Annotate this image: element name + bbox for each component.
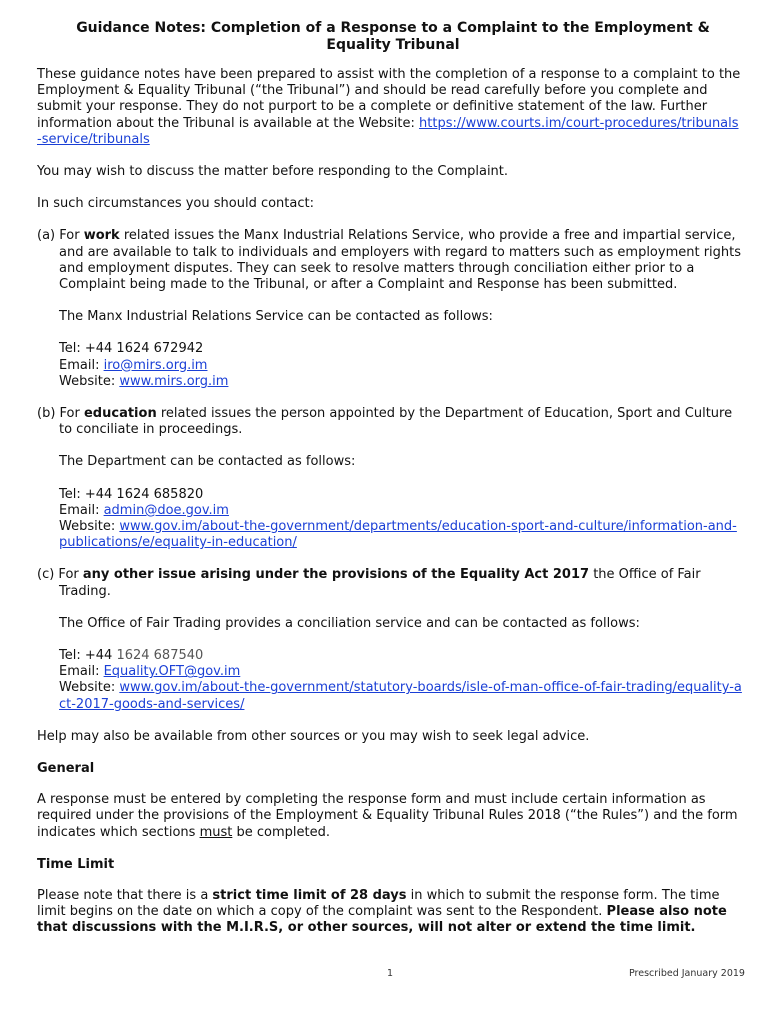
general-text-b: be completed. (232, 824, 330, 840)
item-a-tel-value: +44 1624 672942 (84, 341, 204, 357)
item-c-email-label: Email: (59, 664, 104, 680)
item-c-tel-number: 1624 687540 (116, 648, 204, 664)
item-c-tel-label: Tel: (59, 648, 85, 664)
item-a-email-label: Email: (59, 357, 104, 373)
item-b-education (37, 406, 743, 438)
item-a-text: related issues the Manx Industrial Relations Service, who provide a free and impartial service, and are available to talk to individuals and employers with regard to matters such as employment rights and employment disputes. They can seek to resolve matters through conciliation either prior to a Complaint being made to the Tribunal, or after a Complaint and Response has been submitted. (59, 228, 742, 293)
item-a-contact-block (59, 341, 743, 390)
item-c-email-link[interactable]: Equality.OFT@gov.im (103, 664, 241, 680)
item-c-bold: any other issue arising under the provisions of the Equality Act 2017 (82, 567, 590, 583)
item-b-tel-value: +44 1624 685820 (84, 486, 204, 502)
time-limit-paragraph (37, 888, 743, 937)
item-a-contact-line: The Manx Industrial Relations Service can be contacted as follows: (59, 309, 493, 325)
item-a-web-link[interactable]: www.mirs.org.im (119, 373, 229, 389)
item-c-tel (59, 648, 743, 664)
item-c-contact-block (59, 648, 743, 713)
general-heading: General (37, 761, 95, 777)
item-a-web (59, 374, 743, 390)
discuss-paragraph: You may wish to discuss the matter before responding to the Complaint. (37, 164, 509, 180)
item-a-prefix: (a) For (37, 228, 84, 244)
time-limit-text-b: in which to submit the response form. The time limit begins on the date on which a copy of the complaint was sent to the Respondent. (37, 887, 720, 919)
item-b-web-label: Website: (59, 519, 120, 535)
intro-text: These guidance notes have been prepared to assist with the completion of a response to a complaint to the Employment & Equality Tribunal (“the Tribunal”) and should be read carefully before you complete and submit your response. They do not purport to be a complete or definitive statement of the law. Further information about the Tribunal is available at the Website: (37, 67, 741, 131)
item-b-tel-label: Tel: (59, 486, 85, 502)
item-c-web (59, 680, 743, 712)
intro-paragraph (37, 67, 743, 148)
item-b-contact-block (59, 487, 743, 552)
item-a-tel-label: Tel: (59, 341, 85, 357)
time-limit-heading: Time Limit (37, 856, 115, 872)
item-b-email-link[interactable]: admin@doe.gov.im (103, 502, 229, 518)
item-c-equality (37, 567, 743, 599)
item-c-text: the Office of Fair Trading. (59, 567, 701, 599)
help-paragraph: Help may also be available from other sources or you may wish to seek legal advice. (37, 728, 590, 744)
item-c-tel-prefix: +44 (84, 648, 117, 664)
item-a-email-link[interactable]: iro@mirs.org.im (103, 357, 208, 373)
item-b-contact-line: The Department can be contacted as follows: (59, 454, 356, 470)
general-underline: must (199, 824, 233, 840)
item-b-bold: education (83, 406, 157, 422)
item-b-web (59, 519, 743, 551)
document-page (37, 20, 743, 952)
item-b-web-link[interactable]: www.gov.im/about-the-government/departments/education-sport-and-culture/information-and-publications/e/equality-in-education/ (59, 519, 737, 551)
time-limit-bold-b: Please also note that discussions with the M.I.R.S, or other sources, will not alter or extend the time limit. (37, 903, 727, 936)
item-a-web-label: Website: (59, 373, 120, 389)
item-c-prefix: (c) For (37, 567, 83, 583)
item-c-web-label: Website: (59, 680, 120, 696)
item-a-work (37, 228, 743, 293)
general-paragraph (37, 792, 743, 841)
item-b-email-label: Email: (59, 502, 104, 518)
general-text-a: A response must be entered by completing the response form and must include certain information as required under the provisions of the Employment & Equality Tribunal Rules 2018 (“the Rules”) and the form indicates which sections (37, 792, 738, 840)
page-title: Guidance Notes: Completion of a Response to a Complaint to the Employment & Equality Tribunal (76, 20, 710, 53)
item-b-email (59, 503, 743, 519)
tribunal-website-link[interactable]: https://www.courts.im/court-procedures/tribunals-service/tribunals (37, 115, 739, 147)
item-b-text: related issues the person appointed by the Department of Education, Sport and Culture to conciliate in proceedings. (59, 406, 733, 438)
item-c-web-link[interactable]: www.gov.im/about-the-government/statutory-boards/isle-of-man-office-of-fair-trading/equality-act-2017-goods-and-services/ (59, 680, 742, 712)
item-c-contact-line: The Office of Fair Trading provides a conciliation service and can be contacted as follows: (59, 615, 640, 631)
time-limit-bold-a: strict time limit of 28 days (212, 887, 407, 903)
prescribed-date: Prescribed January 2019 (629, 968, 745, 979)
item-b-tel (59, 487, 743, 503)
item-a-bold: work (83, 228, 120, 244)
contact-intro-paragraph: In such circumstances you should contact: (37, 196, 314, 212)
item-a-email (59, 358, 743, 374)
item-a-tel (59, 341, 743, 357)
item-b-prefix: (b) For (37, 406, 84, 422)
time-limit-text-a: Please note that there is a (37, 887, 213, 903)
item-c-email (59, 664, 743, 680)
page-number: 1 (387, 968, 394, 979)
